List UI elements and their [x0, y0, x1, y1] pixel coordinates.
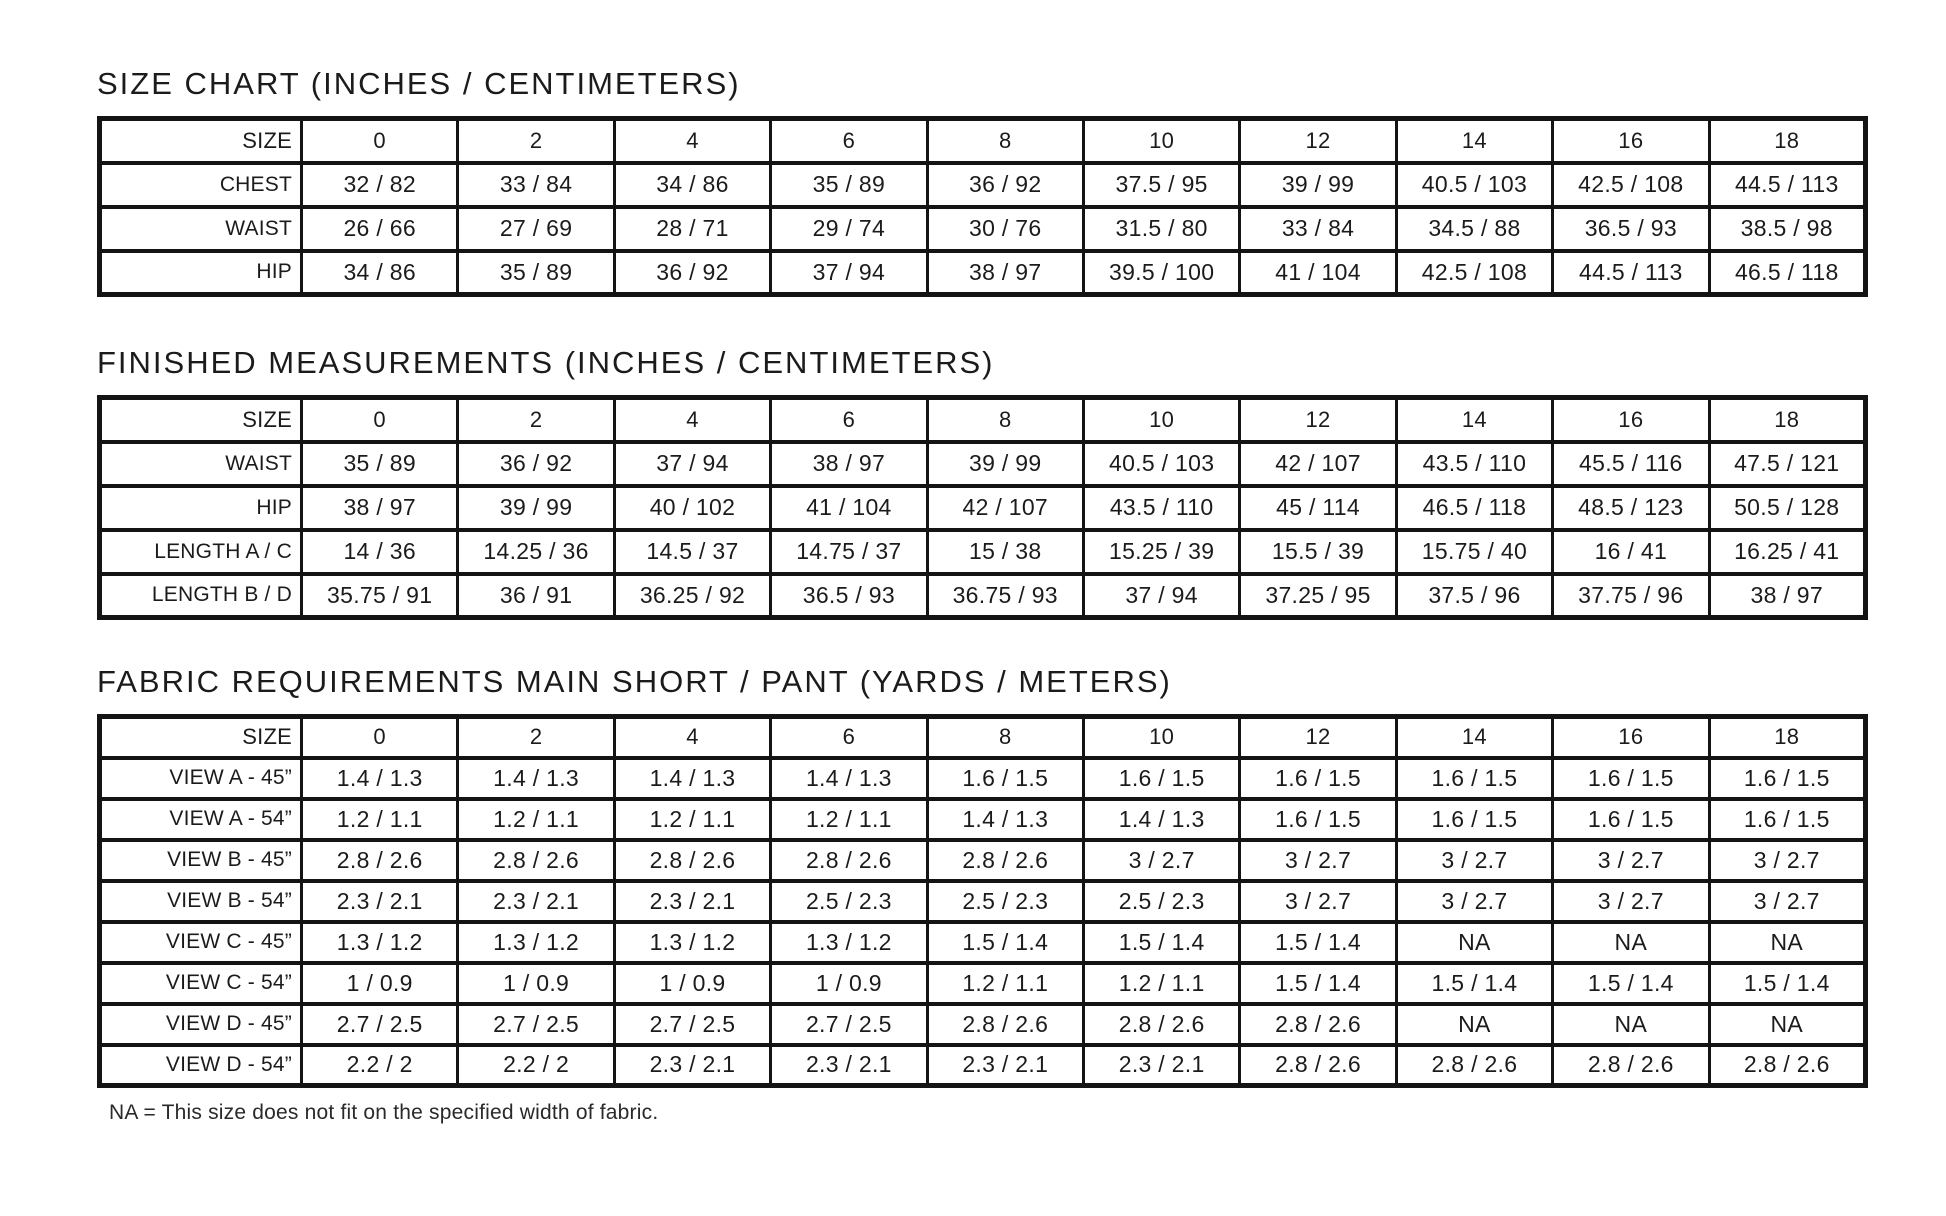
measurement-cell: 29 / 74 — [771, 207, 927, 251]
measurement-cell: NA — [1709, 1004, 1865, 1045]
measurement-cell: 42.5 / 108 — [1553, 163, 1709, 207]
measurement-cell: 27 / 69 — [458, 207, 614, 251]
measurement-cell: 26 / 66 — [302, 207, 458, 251]
measurement-cell: 2.8 / 2.6 — [1240, 1004, 1396, 1045]
measurement-cell: 39 / 99 — [458, 486, 614, 530]
measurement-cell: 2.8 / 2.6 — [771, 840, 927, 881]
measurement-cell: 14.75 / 37 — [771, 530, 927, 574]
measurement-cell: 37.25 / 95 — [1240, 574, 1396, 618]
row-label: WAIST — [100, 442, 302, 486]
size-column-header: 2 — [458, 119, 614, 163]
measurement-cell: 35.75 / 91 — [302, 574, 458, 618]
measurement-cell: 3 / 2.7 — [1396, 881, 1552, 922]
measurement-cell: 1.2 / 1.1 — [458, 799, 614, 840]
measurement-cell: 34.5 / 88 — [1396, 207, 1552, 251]
measurement-cell: 2.3 / 2.1 — [1083, 1045, 1239, 1086]
measurement-cell: 1.4 / 1.3 — [771, 758, 927, 799]
measurement-cell: 2.8 / 2.6 — [1553, 1045, 1709, 1086]
measurement-cell: 36 / 92 — [458, 442, 614, 486]
size-header-row — [100, 398, 1866, 442]
measurement-cell: 1.3 / 1.2 — [771, 922, 927, 963]
measurement-cell: 37 / 94 — [1083, 574, 1239, 618]
size-column-header: 12 — [1240, 119, 1396, 163]
measurement-cell: 2.7 / 2.5 — [771, 1004, 927, 1045]
finished-measurements-table — [97, 395, 1868, 620]
table-row — [100, 163, 1866, 207]
measurement-cell: 1.3 / 1.2 — [614, 922, 770, 963]
size-header-label: SIZE — [100, 119, 302, 163]
measurement-cell: 46.5 / 118 — [1709, 251, 1865, 295]
measurement-cell: NA — [1396, 922, 1552, 963]
measurement-cell: 44.5 / 113 — [1553, 251, 1709, 295]
measurement-cell: 38 / 97 — [1709, 574, 1865, 618]
measurement-cell: 1 / 0.9 — [458, 963, 614, 1004]
measurement-cell: 48.5 / 123 — [1553, 486, 1709, 530]
measurement-cell: 2.8 / 2.6 — [458, 840, 614, 881]
size-chart-table — [97, 116, 1868, 297]
measurement-cell: 15.5 / 39 — [1240, 530, 1396, 574]
size-column-header: 6 — [771, 119, 927, 163]
measurement-cell: 42.5 / 108 — [1396, 251, 1552, 295]
measurement-cell: 1.6 / 1.5 — [1240, 758, 1396, 799]
measurement-cell: 2.2 / 2 — [458, 1045, 614, 1086]
size-column-header: 14 — [1396, 398, 1552, 442]
measurement-cell: 2.8 / 2.6 — [1240, 1045, 1396, 1086]
size-header-row — [100, 119, 1866, 163]
size-column-header: 2 — [458, 398, 614, 442]
measurement-cell: 50.5 / 128 — [1709, 486, 1865, 530]
measurement-cell: 1.4 / 1.3 — [927, 799, 1083, 840]
table-row — [100, 799, 1866, 840]
size-column-header: 18 — [1709, 717, 1865, 758]
table-row — [100, 922, 1866, 963]
measurement-cell: 1.2 / 1.1 — [927, 963, 1083, 1004]
measurement-cell: 38 / 97 — [771, 442, 927, 486]
measurement-cell: 2.3 / 2.1 — [614, 881, 770, 922]
row-label: HIP — [100, 486, 302, 530]
measurement-cell: 33 / 84 — [458, 163, 614, 207]
measurement-cell: 1.6 / 1.5 — [1709, 799, 1865, 840]
measurement-cell: 1.6 / 1.5 — [1396, 758, 1552, 799]
measurement-cell: 1.6 / 1.5 — [1553, 799, 1709, 840]
size-column-header: 2 — [458, 717, 614, 758]
row-label: VIEW D - 54” — [100, 1045, 302, 1086]
measurement-cell: 3 / 2.7 — [1396, 840, 1552, 881]
table-row — [100, 530, 1866, 574]
measurement-cell: 15 / 38 — [927, 530, 1083, 574]
measurement-cell: 2.3 / 2.1 — [614, 1045, 770, 1086]
measurement-cell: NA — [1553, 1004, 1709, 1045]
measurement-cell: 1.5 / 1.4 — [1396, 963, 1552, 1004]
size-column-header: 12 — [1240, 717, 1396, 758]
measurement-cell: 37 / 94 — [771, 251, 927, 295]
measurement-cell: 36.5 / 93 — [1553, 207, 1709, 251]
size-column-header: 0 — [302, 398, 458, 442]
measurement-cell: 2.7 / 2.5 — [614, 1004, 770, 1045]
measurement-cell: 47.5 / 121 — [1709, 442, 1865, 486]
measurement-cell: 34 / 86 — [302, 251, 458, 295]
measurement-cell: 2.5 / 2.3 — [771, 881, 927, 922]
size-header-label: SIZE — [100, 717, 302, 758]
measurement-cell: 35 / 89 — [302, 442, 458, 486]
measurement-cell: 15.75 / 40 — [1396, 530, 1552, 574]
size-header-row — [100, 717, 1866, 758]
measurement-cell: 36 / 91 — [458, 574, 614, 618]
measurement-cell: 3 / 2.7 — [1240, 881, 1396, 922]
measurement-cell: 38.5 / 98 — [1709, 207, 1865, 251]
measurement-cell: 32 / 82 — [302, 163, 458, 207]
measurement-cell: 1.2 / 1.1 — [1083, 963, 1239, 1004]
measurement-cell: 33 / 84 — [1240, 207, 1396, 251]
row-label: VIEW B - 45” — [100, 840, 302, 881]
measurement-cell: 28 / 71 — [614, 207, 770, 251]
measurement-cell: 2.8 / 2.6 — [1709, 1045, 1865, 1086]
size-column-header: 4 — [614, 398, 770, 442]
measurement-cell: 2.2 / 2 — [302, 1045, 458, 1086]
measurement-cell: 45.5 / 116 — [1553, 442, 1709, 486]
measurement-cell: 2.8 / 2.6 — [302, 840, 458, 881]
measurement-cell: 16.25 / 41 — [1709, 530, 1865, 574]
measurement-cell: 41 / 104 — [1240, 251, 1396, 295]
measurement-cell: 1.2 / 1.1 — [614, 799, 770, 840]
size-chart-title: SIZE CHART (INCHES / CENTIMETERS) — [97, 66, 741, 101]
measurement-cell: NA — [1396, 1004, 1552, 1045]
row-label: VIEW A - 45” — [100, 758, 302, 799]
measurement-cell: 30 / 76 — [927, 207, 1083, 251]
measurement-cell: 1.2 / 1.1 — [302, 799, 458, 840]
size-column-header: 12 — [1240, 398, 1396, 442]
table-row — [100, 486, 1866, 530]
size-column-header: 18 — [1709, 119, 1865, 163]
fabric-requirements-table — [97, 714, 1868, 1088]
measurement-cell: 14.5 / 37 — [614, 530, 770, 574]
row-label: VIEW B - 54” — [100, 881, 302, 922]
measurement-cell: 36.25 / 92 — [614, 574, 770, 618]
measurement-cell: 1.3 / 1.2 — [302, 922, 458, 963]
row-label: WAIST — [100, 207, 302, 251]
measurement-cell: NA — [1709, 922, 1865, 963]
measurement-cell: 3 / 2.7 — [1083, 840, 1239, 881]
measurement-cell: 2.5 / 2.3 — [1083, 881, 1239, 922]
finished-measurements-title: FINISHED MEASUREMENTS (INCHES / CENTIMETERS) — [97, 345, 995, 380]
measurement-cell: 1.6 / 1.5 — [1396, 799, 1552, 840]
row-label: LENGTH B / D — [100, 574, 302, 618]
measurement-cell: 1.3 / 1.2 — [458, 922, 614, 963]
measurement-cell: 38 / 97 — [302, 486, 458, 530]
measurement-cell: 2.8 / 2.6 — [1396, 1045, 1552, 1086]
measurement-cell: 1.4 / 1.3 — [1083, 799, 1239, 840]
measurement-cell: 1.5 / 1.4 — [1240, 963, 1396, 1004]
measurement-cell: 42 / 107 — [1240, 442, 1396, 486]
row-label: HIP — [100, 251, 302, 295]
size-column-header: 4 — [614, 717, 770, 758]
measurement-cell: 1 / 0.9 — [771, 963, 927, 1004]
size-column-header: 18 — [1709, 398, 1865, 442]
measurement-cell: NA — [1553, 922, 1709, 963]
measurement-cell: 40.5 / 103 — [1396, 163, 1552, 207]
measurement-cell: 1.6 / 1.5 — [1709, 758, 1865, 799]
table-row — [100, 1045, 1866, 1086]
size-column-header: 8 — [927, 398, 1083, 442]
measurement-cell: 15.25 / 39 — [1083, 530, 1239, 574]
measurement-cell: 2.8 / 2.6 — [927, 1004, 1083, 1045]
measurement-cell: 2.3 / 2.1 — [771, 1045, 927, 1086]
measurement-cell: 1.5 / 1.4 — [927, 922, 1083, 963]
measurement-cell: 2.3 / 2.1 — [458, 881, 614, 922]
table-row — [100, 758, 1866, 799]
measurement-cell: 2.3 / 2.1 — [302, 881, 458, 922]
size-column-header: 4 — [614, 119, 770, 163]
measurement-cell: 39 / 99 — [927, 442, 1083, 486]
measurement-cell: 2.7 / 2.5 — [458, 1004, 614, 1045]
measurement-cell: 41 / 104 — [771, 486, 927, 530]
size-column-header: 10 — [1083, 398, 1239, 442]
measurement-cell: 37.5 / 96 — [1396, 574, 1552, 618]
measurement-cell: 42 / 107 — [927, 486, 1083, 530]
measurement-cell: 44.5 / 113 — [1709, 163, 1865, 207]
measurement-cell: 43.5 / 110 — [1396, 442, 1552, 486]
table-row — [100, 881, 1866, 922]
measurement-cell: 1 / 0.9 — [302, 963, 458, 1004]
measurement-cell: 37.75 / 96 — [1553, 574, 1709, 618]
measurement-cell: 3 / 2.7 — [1553, 881, 1709, 922]
measurement-cell: 1.2 / 1.1 — [771, 799, 927, 840]
row-label: VIEW C - 45” — [100, 922, 302, 963]
na-footnote: NA = This size does not fit on the specified width of fabric. — [109, 1101, 659, 1124]
measurement-cell: 39.5 / 100 — [1083, 251, 1239, 295]
measurement-cell: 1.5 / 1.4 — [1553, 963, 1709, 1004]
size-column-header: 16 — [1553, 119, 1709, 163]
row-label: VIEW C - 54” — [100, 963, 302, 1004]
table-row — [100, 442, 1866, 486]
measurement-cell: 45 / 114 — [1240, 486, 1396, 530]
measurement-cell: 1 / 0.9 — [614, 963, 770, 1004]
size-column-header: 14 — [1396, 717, 1552, 758]
table-row — [100, 574, 1866, 618]
row-label: VIEW D - 45” — [100, 1004, 302, 1045]
measurement-cell: 37.5 / 95 — [1083, 163, 1239, 207]
size-column-header: 14 — [1396, 119, 1552, 163]
measurement-cell: 2.5 / 2.3 — [927, 881, 1083, 922]
measurement-cell: 2.8 / 2.6 — [927, 840, 1083, 881]
measurement-cell: 3 / 2.7 — [1240, 840, 1396, 881]
row-label: CHEST — [100, 163, 302, 207]
table-row — [100, 963, 1866, 1004]
measurement-cell: 36.75 / 93 — [927, 574, 1083, 618]
size-column-header: 6 — [771, 398, 927, 442]
measurement-cell: 2.7 / 2.5 — [302, 1004, 458, 1045]
measurement-cell: 3 / 2.7 — [1709, 840, 1865, 881]
measurement-cell: 1.5 / 1.4 — [1709, 963, 1865, 1004]
measurement-cell: 1.6 / 1.5 — [927, 758, 1083, 799]
measurement-cell: 1.6 / 1.5 — [1240, 799, 1396, 840]
measurement-cell: 40.5 / 103 — [1083, 442, 1239, 486]
measurement-cell: 1.6 / 1.5 — [1553, 758, 1709, 799]
measurement-cell: 36 / 92 — [614, 251, 770, 295]
row-label: VIEW A - 54” — [100, 799, 302, 840]
measurement-cell: 3 / 2.7 — [1709, 881, 1865, 922]
measurement-cell: 14.25 / 36 — [458, 530, 614, 574]
measurement-cell: 35 / 89 — [458, 251, 614, 295]
measurement-cell: 46.5 / 118 — [1396, 486, 1552, 530]
measurement-cell: 1.4 / 1.3 — [458, 758, 614, 799]
size-column-header: 10 — [1083, 119, 1239, 163]
measurement-cell: 35 / 89 — [771, 163, 927, 207]
measurement-cell: 1.6 / 1.5 — [1083, 758, 1239, 799]
size-column-header: 8 — [927, 119, 1083, 163]
size-column-header: 16 — [1553, 398, 1709, 442]
size-header-label: SIZE — [100, 398, 302, 442]
table-row — [100, 1004, 1866, 1045]
size-column-header: 0 — [302, 717, 458, 758]
measurement-cell: 39 / 99 — [1240, 163, 1396, 207]
measurement-cell: 37 / 94 — [614, 442, 770, 486]
table-row — [100, 207, 1866, 251]
measurement-cell: 40 / 102 — [614, 486, 770, 530]
measurement-cell: 34 / 86 — [614, 163, 770, 207]
table-row — [100, 840, 1866, 881]
fabric-requirements-title: FABRIC REQUIREMENTS MAIN SHORT / PANT (YARDS / METERS) — [97, 664, 1172, 699]
measurement-cell: 1.4 / 1.3 — [614, 758, 770, 799]
measurement-cell: 1.4 / 1.3 — [302, 758, 458, 799]
measurement-cell: 31.5 / 80 — [1083, 207, 1239, 251]
measurement-cell: 1.5 / 1.4 — [1240, 922, 1396, 963]
size-column-header: 6 — [771, 717, 927, 758]
size-column-header: 0 — [302, 119, 458, 163]
measurement-cell: 2.8 / 2.6 — [614, 840, 770, 881]
measurement-cell: 36.5 / 93 — [771, 574, 927, 618]
size-column-header: 10 — [1083, 717, 1239, 758]
table-row — [100, 251, 1866, 295]
row-label: LENGTH A / C — [100, 530, 302, 574]
measurement-cell: 38 / 97 — [927, 251, 1083, 295]
measurement-cell: 14 / 36 — [302, 530, 458, 574]
size-column-header: 16 — [1553, 717, 1709, 758]
measurement-cell: 2.8 / 2.6 — [1083, 1004, 1239, 1045]
size-column-header: 8 — [927, 717, 1083, 758]
measurement-cell: 43.5 / 110 — [1083, 486, 1239, 530]
measurement-cell: 2.3 / 2.1 — [927, 1045, 1083, 1086]
measurement-cell: 3 / 2.7 — [1553, 840, 1709, 881]
measurement-cell: 1.5 / 1.4 — [1083, 922, 1239, 963]
measurement-cell: 36 / 92 — [927, 163, 1083, 207]
measurement-cell: 16 / 41 — [1553, 530, 1709, 574]
